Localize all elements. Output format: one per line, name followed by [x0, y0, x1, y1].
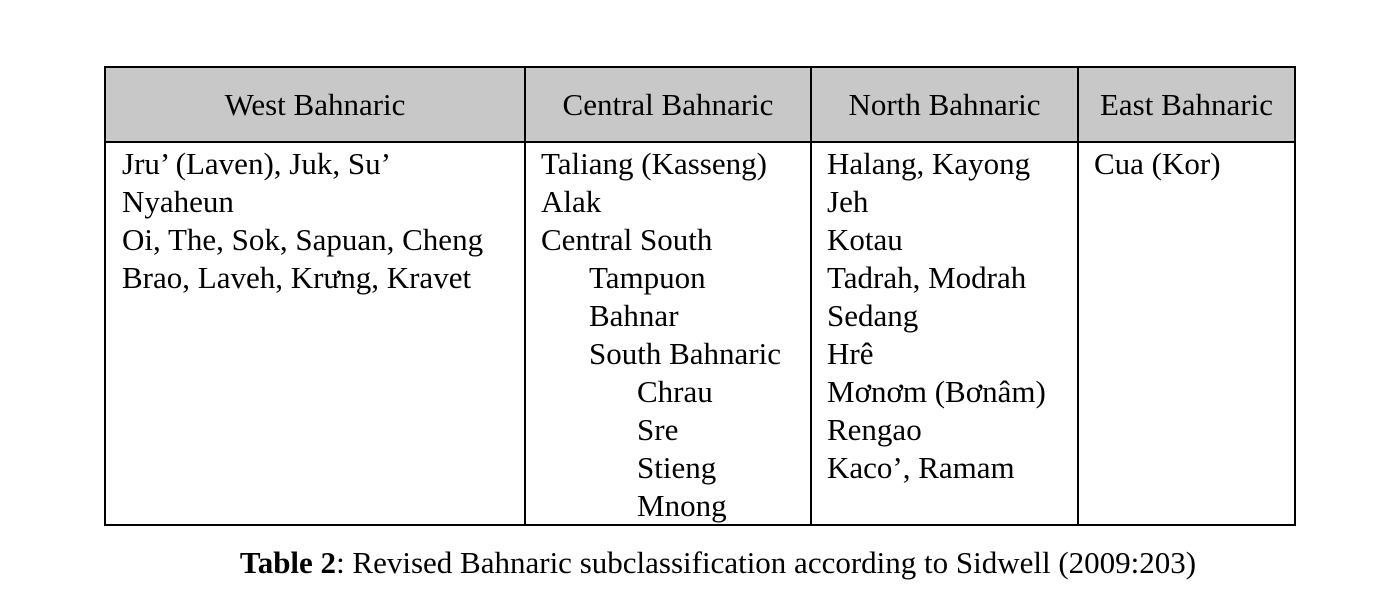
caption-text: : Revised Bahnaric subclassification according to Sidwell (2009:203) — [336, 545, 1197, 580]
language-entry: South Bahnaric — [589, 336, 781, 371]
language-entry: Stieng — [637, 450, 717, 485]
header-west-bahnaric: West Bahnaric — [224, 87, 406, 122]
language-entry: Bahnar — [589, 298, 679, 333]
language-entry: Mơnơm (Bơnâm) — [827, 374, 1046, 409]
language-entry: Cua (Kor) — [1094, 146, 1221, 181]
classification-table — [104, 66, 1296, 526]
language-entry: Tadrah, Modrah — [827, 260, 1027, 295]
language-entry: Tampuon — [589, 260, 706, 295]
language-entry: Chrau — [637, 374, 713, 409]
language-entry: Central South — [541, 222, 713, 257]
cell-east-bahnaric — [1094, 145, 1221, 183]
header-north-bahnaric: North Bahnaric — [848, 87, 1041, 122]
language-entry: Kotau — [827, 222, 903, 257]
language-entry: Mnong — [637, 488, 727, 523]
caption-label: Table 2 — [239, 545, 337, 580]
language-entry: Halang, Kayong — [827, 146, 1031, 181]
cell-central-bahnaric — [541, 145, 781, 525]
table-caption — [0, 543, 1396, 583]
language-entry: Oi, The, Sok, Sapuan, Cheng — [122, 222, 484, 257]
language-entry: Brao, Laveh, Krưng, Kravet — [122, 260, 472, 295]
language-entry: Sre — [637, 412, 679, 447]
cell-north-bahnaric — [827, 145, 1046, 487]
cell-west-bahnaric — [122, 145, 483, 297]
language-entry: Sedang — [827, 298, 919, 333]
header-east-bahnaric: East Bahnaric — [1099, 87, 1273, 122]
language-entry: Nyaheun — [122, 184, 234, 219]
language-entry: Kaco’, Ramam — [827, 450, 1015, 485]
language-entry: Hrê — [827, 336, 874, 371]
language-entry: Taliang (Kasseng) — [541, 146, 767, 181]
header-central-bahnaric: Central Bahnaric — [562, 87, 774, 122]
language-entry: Jru’ (Laven), Juk, Su’ — [122, 146, 391, 181]
language-entry: Alak — [541, 184, 602, 219]
language-entry: Rengao — [827, 412, 922, 447]
language-entry: Jeh — [827, 184, 869, 219]
